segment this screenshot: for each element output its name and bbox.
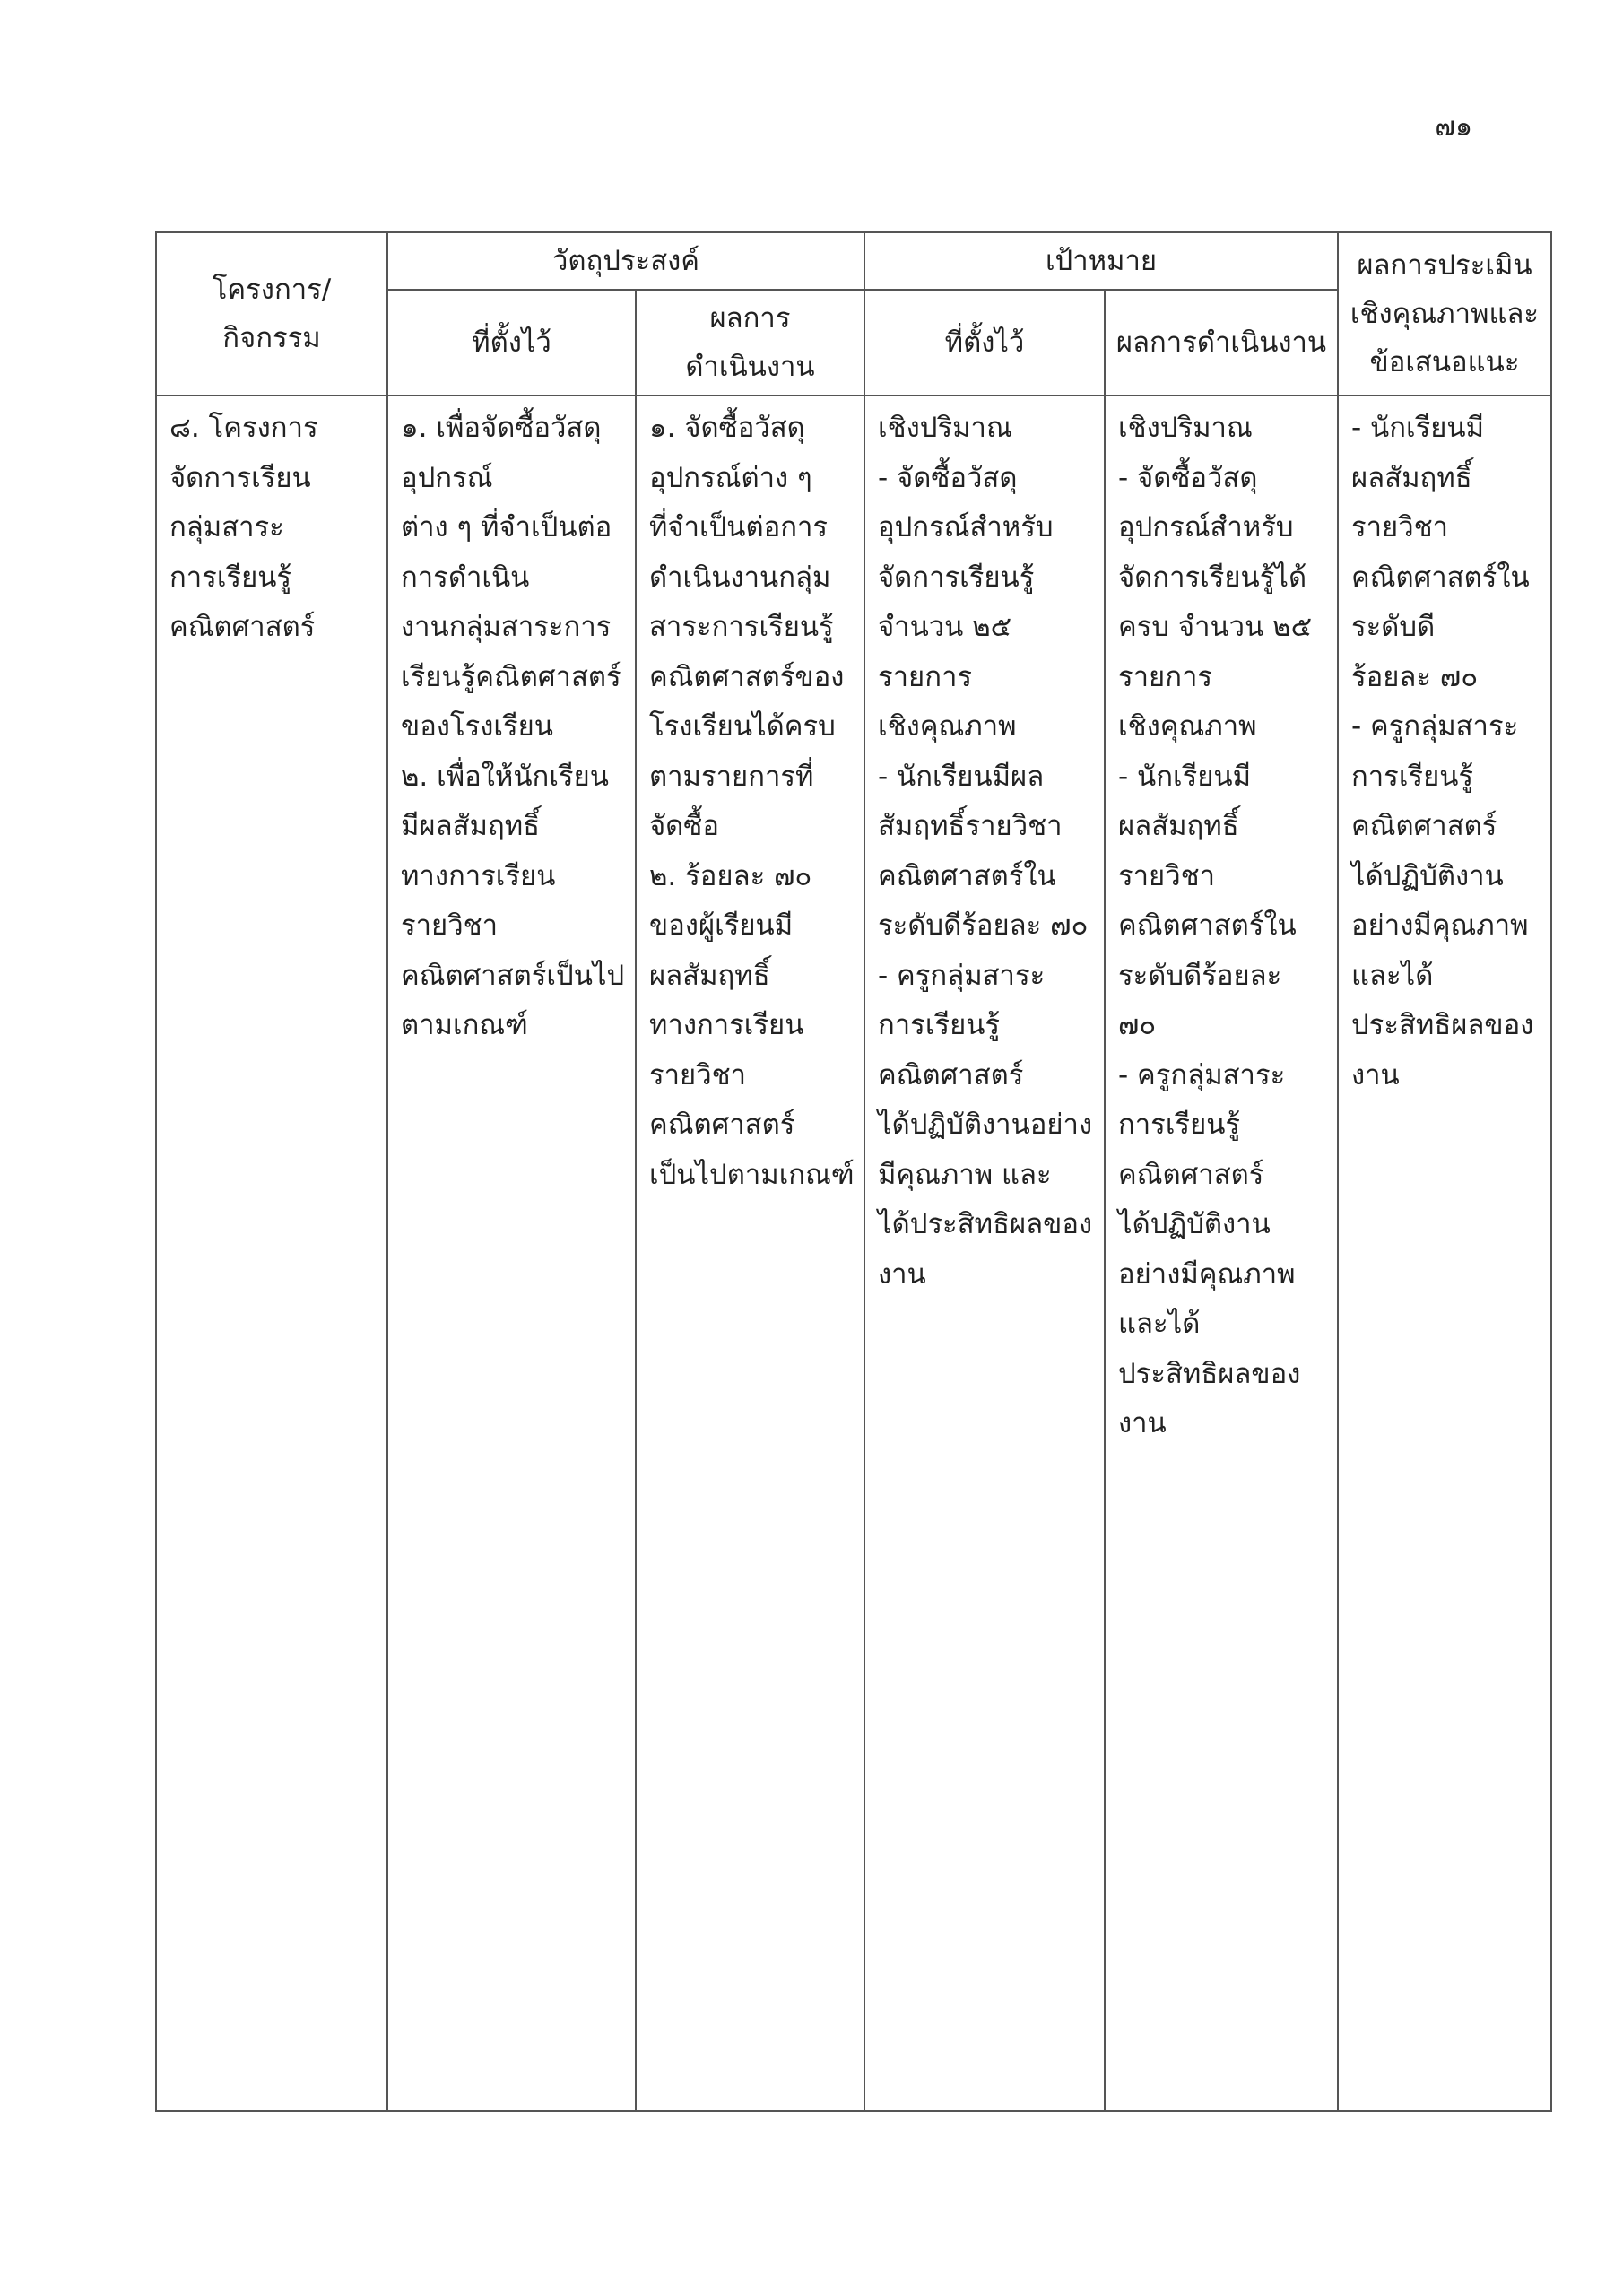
cell-line: สัมฤทธิ์รายวิชา xyxy=(878,810,1063,842)
cell-line: ดำเนินงานกลุ่ม xyxy=(649,561,831,594)
cell-line: กลุ่มสาระ xyxy=(169,511,284,544)
cell-line: ๒. เพื่อให้นักเรียน xyxy=(401,760,609,793)
cell-line: ที่จำเป็นต่อการ xyxy=(649,511,829,544)
cell-line: ได้ประสิทธิผลของ xyxy=(878,1208,1093,1240)
header-objective: วัตถุประสงค์ xyxy=(387,232,864,290)
cell-line: คณิตศาสตร์ xyxy=(1351,810,1497,842)
cell-line: - นักเรียนมี xyxy=(1351,412,1485,444)
cell-line: และได้ xyxy=(1118,1308,1201,1340)
cell-line: เชิงคุณภาพ xyxy=(878,710,1017,743)
cell-line: มีผลสัมฤทธิ์ xyxy=(401,810,541,842)
cell-project xyxy=(156,396,387,2111)
cell-line: คณิตศาสตร์ใน xyxy=(1351,561,1530,594)
cell-target-result xyxy=(1105,396,1338,2111)
cell-line: รายวิชา xyxy=(401,909,499,942)
cell-objective-set xyxy=(387,396,636,2111)
cell-line: อุปกรณ์สำหรับ xyxy=(878,511,1054,544)
cell-line: ของผู้เรียนมี xyxy=(649,909,794,942)
cell-line: - จัดซื้อวัสดุ xyxy=(878,461,1018,494)
cell-line: ได้ปฏิบัติงาน xyxy=(1118,1208,1271,1240)
cell-line: อุปกรณ์ xyxy=(401,461,493,494)
cell-line: และได้ xyxy=(1351,959,1434,992)
cell-line: อุปกรณ์ต่าง ๆ xyxy=(649,461,812,494)
cell-line: คณิตศาสตร์เป็นไป xyxy=(401,959,625,992)
cell-line: การเรียนรู้ xyxy=(1351,760,1474,793)
cell-line: จำนวน ๒๕ xyxy=(878,611,1012,643)
cell-line: ตามเกณฑ์ xyxy=(401,1009,528,1041)
cell-evaluation xyxy=(1338,396,1551,2111)
cell-line: งาน xyxy=(1118,1407,1167,1439)
project-report-table xyxy=(155,231,1552,2112)
cell-line: ได้ปฏิบัติงานอย่าง xyxy=(878,1109,1093,1141)
cell-line: รายวิชา xyxy=(1118,859,1216,892)
cell-objective-result xyxy=(636,396,864,2111)
cell-line: คณิตศาสตร์ xyxy=(649,1109,795,1141)
cell-line: ผลสัมฤทธิ์ xyxy=(1351,461,1472,494)
cell-line: ได้ปฏิบัติงาน xyxy=(1351,859,1504,892)
cell-line: ๘. โครงการ xyxy=(169,412,318,444)
cell-line: จัดการเรียนรู้ได้ xyxy=(1118,561,1307,594)
cell-line: อย่างมีคุณภาพ xyxy=(1118,1257,1296,1291)
cell-line: ๑. จัดซื้อวัสดุ xyxy=(649,412,805,444)
cell-line: งาน xyxy=(878,1257,926,1291)
cell-line: จัดการเรียน xyxy=(169,461,311,494)
cell-line: ทางการเรียน xyxy=(401,859,556,892)
cell-line: การเรียนรู้ xyxy=(1118,1109,1241,1141)
cell-line: คณิตศาสตร์ xyxy=(169,611,316,643)
cell-line: จัดซื้อ xyxy=(649,810,719,842)
cell-line: - ครูกลุ่มสาระ xyxy=(878,959,1046,992)
cell-line: เรียนรู้คณิตศาสตร์ xyxy=(401,660,621,693)
cell-line: งานกลุ่มสาระการ xyxy=(401,611,612,643)
cell-line: งาน xyxy=(1351,1058,1400,1091)
cell-line: ผลสัมฤทธิ์ xyxy=(1118,810,1239,842)
header-target-result: ผลการดำเนินงาน xyxy=(1105,290,1338,396)
header-target: เป้าหมาย xyxy=(864,232,1338,290)
cell-line: ระดับดีร้อยละ xyxy=(1118,959,1282,992)
cell-target-set xyxy=(864,396,1105,2111)
cell-line: เป็นไปตามเกณฑ์ xyxy=(649,1158,855,1191)
cell-line: ๑. เพื่อจัดซื้อวัสดุ xyxy=(401,412,602,444)
cell-line: คณิตศาสตร์ใน xyxy=(878,859,1056,892)
cell-line: ผลสัมฤทธิ์ xyxy=(649,959,770,992)
cell-line: รายวิชา xyxy=(1351,511,1449,544)
cell-line: ประสิทธิผลของ xyxy=(1118,1357,1301,1390)
cell-line: - จัดซื้อวัสดุ xyxy=(1118,461,1258,494)
cell-line: ตามรายการที่ xyxy=(649,760,814,793)
cell-line: คณิตศาสตร์ของ xyxy=(649,660,845,693)
cell-line: คณิตศาสตร์ใน xyxy=(1118,909,1297,942)
cell-line: การเรียนรู้ xyxy=(169,561,292,594)
cell-line: การดำเนิน xyxy=(401,561,530,594)
cell-line: คณิตศาสตร์ xyxy=(878,1058,1024,1091)
cell-line: อุปกรณ์สำหรับ xyxy=(1118,511,1294,544)
cell-line: รายการ xyxy=(1118,660,1213,693)
cell-line: คณิตศาสตร์ xyxy=(1118,1158,1264,1191)
page-number: ๗๑ xyxy=(1435,111,1472,143)
cell-line: ระดับดี xyxy=(1351,611,1436,643)
cell-line: ทางการเรียน xyxy=(649,1009,804,1041)
cell-line: ต่าง ๆ ที่จำเป็นต่อ xyxy=(401,511,612,544)
cell-line: - ครูกลุ่มสาระ xyxy=(1351,710,1519,743)
cell-line: จัดการเรียนรู้ xyxy=(878,561,1035,594)
cell-line: - นักเรียนมี xyxy=(1118,760,1252,793)
cell-line: การเรียนรู้ xyxy=(878,1009,1001,1041)
cell-line: - นักเรียนมีผล xyxy=(878,760,1045,793)
cell-line: ร้อยละ ๗๐ xyxy=(1351,660,1479,693)
cell-line: ครบ จำนวน ๒๕ xyxy=(1118,611,1313,643)
cell-line: สาระการเรียนรู้ xyxy=(649,611,834,643)
cell-line: เชิงปริมาณ xyxy=(1118,412,1253,444)
cell-line: อย่างมีคุณภาพ xyxy=(1351,909,1529,942)
header-project: โครงการ/ กิจกรรม xyxy=(156,232,387,396)
cell-line: มีคุณภาพ และ xyxy=(878,1158,1052,1191)
header-objective-result: ผลการ ดำเนินงาน xyxy=(636,290,864,396)
cell-line: รายวิชา xyxy=(649,1058,747,1091)
cell-line: ระดับดีร้อยละ ๗๐ xyxy=(878,909,1089,942)
cell-line: ๗๐ xyxy=(1118,1009,1157,1041)
cell-line: เชิงปริมาณ xyxy=(878,412,1012,444)
cell-line: รายการ xyxy=(878,660,973,693)
header-evaluation: ผลการประเมิน เชิงคุณภาพและ ข้อเสนอแนะ xyxy=(1338,232,1551,396)
cell-line: โรงเรียนได้ครบ xyxy=(649,710,836,743)
cell-line: ประสิทธิผลของ xyxy=(1351,1009,1534,1041)
cell-line: - ครูกลุ่มสาระ xyxy=(1118,1058,1286,1091)
header-objective-set: ที่ตั้งไว้ xyxy=(387,290,636,396)
cell-line: ๒. ร้อยละ ๗๐ xyxy=(649,859,812,892)
header-target-set: ที่ตั้งไว้ xyxy=(864,290,1105,396)
cell-line: เชิงคุณภาพ xyxy=(1118,710,1257,743)
cell-line: ของโรงเรียน xyxy=(401,710,553,743)
